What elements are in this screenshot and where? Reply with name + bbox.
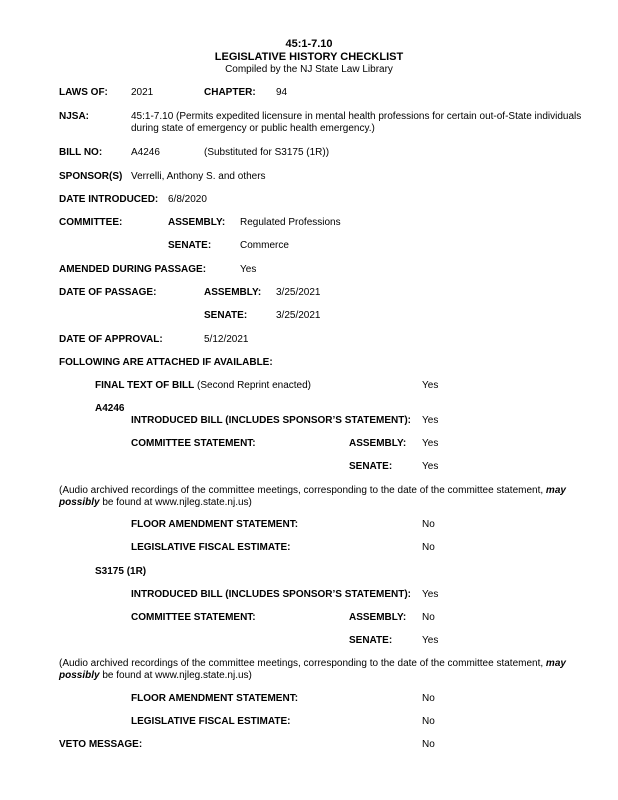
- passage-assembly-label: ASSEMBLY:: [204, 287, 262, 298]
- committee-assembly-value: Regulated Professions: [240, 217, 341, 228]
- s3175-audio-pre: (Audio archived recordings of the committee meetings, corresponding to the date of the committee statement,: [59, 658, 546, 669]
- a4246-floor-label: FLOOR AMENDMENT STATEMENT:: [131, 519, 299, 530]
- laws-of-value: 2021: [131, 87, 154, 98]
- committee-label: COMMITTEE:: [59, 217, 123, 228]
- page-title: LEGISLATIVE HISTORY CHECKLIST: [214, 51, 404, 63]
- laws-of-label: LAWS OF:: [59, 87, 108, 98]
- statute-number: 45:1-7.10: [285, 38, 333, 50]
- a4246-introduced-value: Yes: [422, 415, 439, 426]
- passage-senate-label: SENATE:: [204, 310, 248, 321]
- date-of-approval-label: DATE OF APPROVAL:: [59, 334, 163, 345]
- date-of-passage-label: DATE OF PASSAGE:: [59, 287, 157, 298]
- chapter-value: 94: [276, 87, 288, 98]
- page-subtitle: Compiled by the NJ State Law Library: [225, 64, 393, 75]
- a4246-fiscal-value: No: [422, 542, 435, 553]
- a4246-audio-emphasis: may possibly: [59, 485, 566, 508]
- final-text-label: FINAL TEXT OF BILL: [95, 380, 195, 391]
- a4246-audio-pre: (Audio archived recordings of the committee meetings, corresponding to the date of the committee statement,: [59, 485, 546, 496]
- a4246-assembly-label: ASSEMBLY:: [349, 438, 407, 449]
- njsa-value: 45:1-7.10 (Permits expedited licensure in mental health professions for certain out-of-State individuals during state of emergency or public health emergency.): [131, 111, 582, 134]
- attached-heading: FOLLOWING ARE ATTACHED IF AVAILABLE:: [59, 357, 273, 368]
- s3175-fiscal-value: No: [422, 716, 435, 727]
- a4246-audio-post: be found at www.njleg.state.nj.us): [99, 497, 252, 508]
- a4246-senate-value: Yes: [422, 461, 439, 472]
- chapter-label: CHAPTER:: [204, 87, 256, 98]
- committee-senate-label: SENATE:: [168, 240, 212, 251]
- s3175-assembly-label: ASSEMBLY:: [349, 612, 407, 623]
- date-introduced-value: 6/8/2020: [168, 194, 207, 205]
- a4246-floor-value: No: [422, 519, 435, 530]
- s3175-floor-label: FLOOR AMENDMENT STATEMENT:: [131, 693, 299, 704]
- committee-senate-value: Commerce: [240, 240, 289, 251]
- amended-value: Yes: [240, 264, 257, 275]
- sponsors-label: SPONSOR(S): [59, 171, 123, 182]
- amended-label: AMENDED DURING PASSAGE:: [59, 264, 207, 275]
- a4246-introduced-label: INTRODUCED BILL (INCLUDES SPONSOR’S STATEMENT):: [131, 415, 411, 426]
- s3175-heading: S3175 (1R): [95, 566, 147, 577]
- s3175-audio-post: be found at www.njleg.state.nj.us): [99, 670, 252, 681]
- a4246-audio-note: [59, 485, 607, 509]
- final-text-value: Yes: [422, 380, 439, 391]
- a4246-committee-label: COMMITTEE STATEMENT:: [131, 438, 256, 449]
- date-of-approval-value: 5/12/2021: [204, 334, 249, 345]
- final-text-row: [95, 380, 311, 392]
- s3175-assembly-value: No: [422, 612, 435, 623]
- bill-no-label: BILL NO:: [59, 147, 103, 158]
- final-text-note: (Second Reprint enacted): [197, 380, 312, 391]
- date-introduced-label: DATE INTRODUCED:: [59, 194, 159, 205]
- s3175-floor-value: No: [422, 693, 435, 704]
- s3175-introduced-value: Yes: [422, 589, 439, 600]
- s3175-fiscal-label: LEGISLATIVE FISCAL ESTIMATE:: [131, 716, 291, 727]
- veto-value: No: [422, 739, 435, 750]
- s3175-audio-note: [59, 658, 607, 682]
- a4246-fiscal-label: LEGISLATIVE FISCAL ESTIMATE:: [131, 542, 291, 553]
- s3175-senate-label: SENATE:: [349, 635, 393, 646]
- s3175-committee-label: COMMITTEE STATEMENT:: [131, 612, 256, 623]
- a4246-senate-label: SENATE:: [349, 461, 393, 472]
- committee-assembly-label: ASSEMBLY:: [168, 217, 226, 228]
- sponsors-value: Verrelli, Anthony S. and others: [131, 171, 266, 182]
- veto-label: VETO MESSAGE:: [59, 739, 143, 750]
- passage-assembly-value: 3/25/2021: [276, 287, 321, 298]
- bill-no-note: (Substituted for S3175 (1R)): [204, 147, 330, 158]
- s3175-senate-value: Yes: [422, 635, 439, 646]
- njsa-label: NJSA:: [59, 111, 90, 122]
- bill-no-value: A4246: [131, 147, 160, 158]
- s3175-audio-emphasis: may possibly: [59, 658, 566, 681]
- a4246-assembly-value: Yes: [422, 438, 439, 449]
- s3175-introduced-label: INTRODUCED BILL (INCLUDES SPONSOR’S STATEMENT):: [131, 589, 411, 600]
- a4246-heading: A4246: [95, 403, 125, 414]
- passage-senate-value: 3/25/2021: [276, 310, 321, 321]
